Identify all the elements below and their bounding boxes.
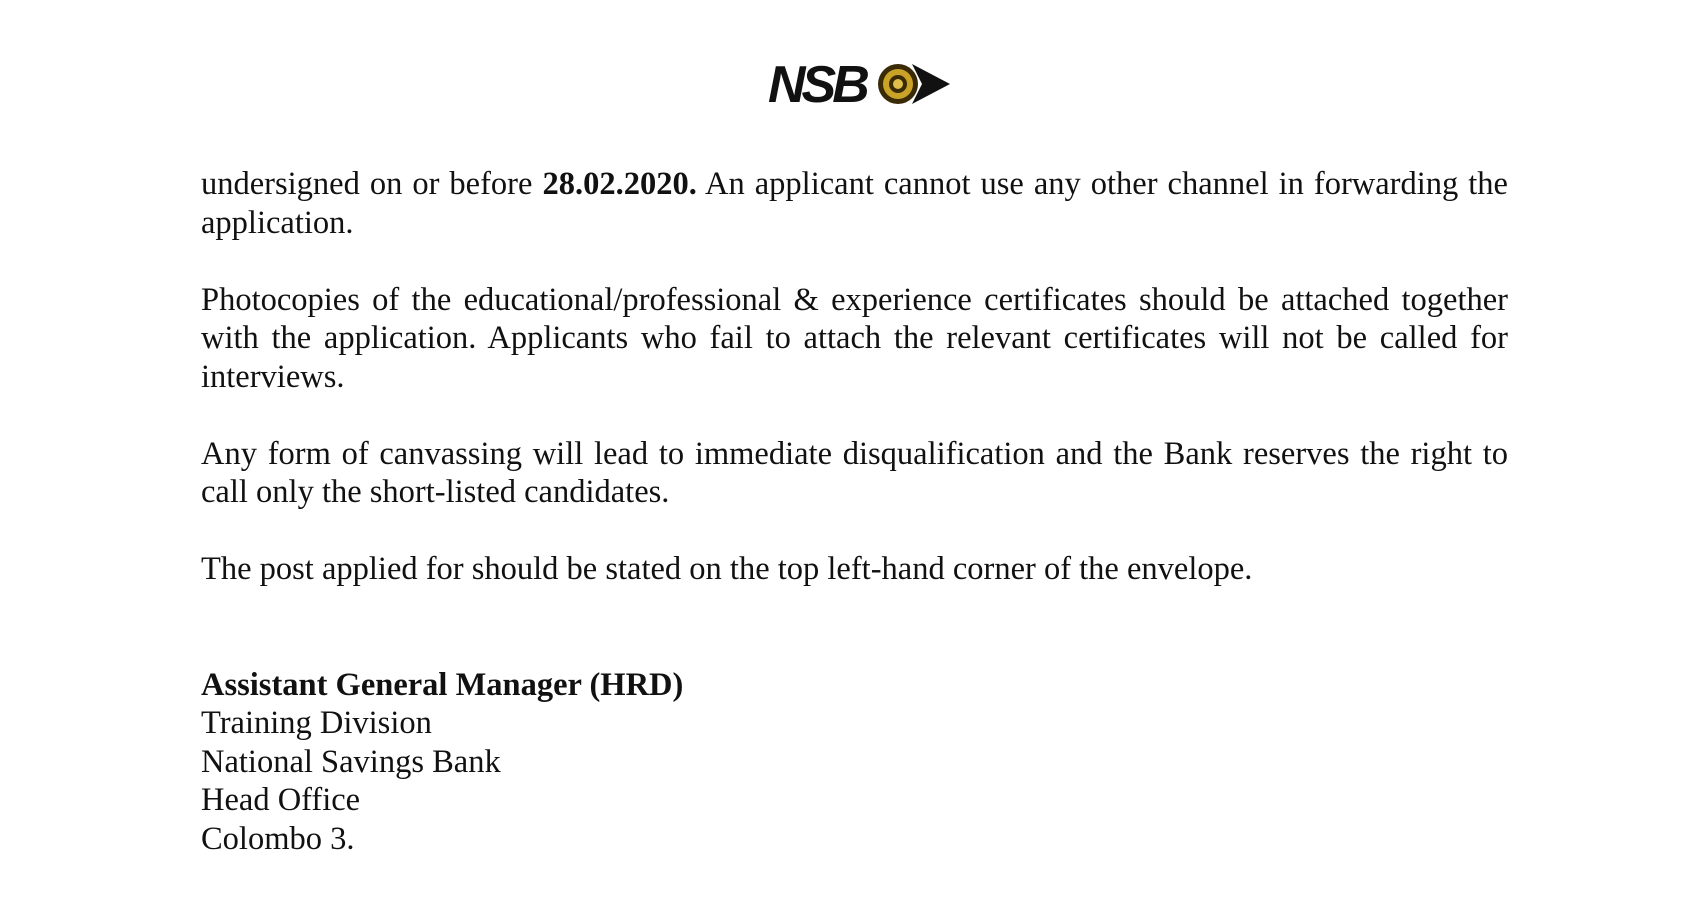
paragraph-certificates: Photocopies of the educational/professional & experience certificates should be attached together with the application. Applicants who fail to attach the relevant certificates will not be called for interviews. [201, 281, 1508, 395]
nsb-logo-graphic [768, 56, 958, 112]
signatory-office: Head Office [201, 782, 361, 818]
letter-body [201, 165, 1508, 858]
signatory-bank: National Savings Bank [201, 743, 501, 780]
paragraph-deadline [201, 165, 1508, 242]
nsb-logo-text: NSB [768, 56, 866, 112]
signatory-title: Assistant General Manager (HRD) [201, 666, 684, 703]
deadline-rest: An applicant cannot use any other channel in forwarding the application. [201, 166, 1508, 241]
nsb-logo [768, 56, 958, 112]
nsb-seal-icon [878, 64, 918, 104]
signatory-city: Colombo 3. [201, 820, 355, 857]
deadline-date: 28.02.2020. [542, 166, 697, 202]
signatory-division: Training Division [201, 705, 432, 741]
signature-block [201, 666, 1508, 859]
paragraph-envelope: The post applied for should be stated on the top left-hand corner of the envelope. [201, 551, 1253, 587]
deadline-intro: undersigned on or before [201, 166, 543, 202]
paragraph-canvassing: Any form of canvassing will lead to immediate disqualification and the Bank reserves the right to call only the short-listed candidates. [201, 435, 1508, 510]
